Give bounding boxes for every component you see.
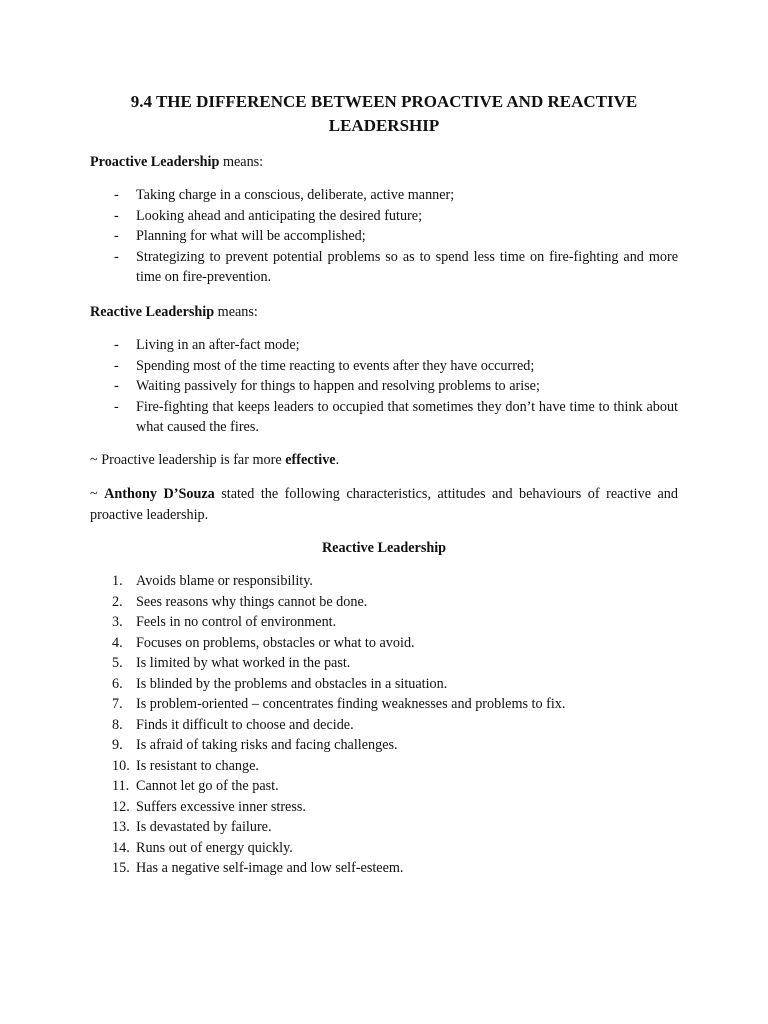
list-item [90,247,678,288]
item-text: Runs out of energy quickly. [136,839,293,856]
item-text: Has a negative self-image and low self-esteem. [136,860,404,876]
item-text: Is limited by what worked in the past. [136,655,351,671]
bullet-dash: - [114,207,119,224]
bullet-dash: - [114,248,119,265]
numbered-item [90,571,678,592]
item-text: Is problem-oriented – concentrates finding weaknesses and problems to fix. [136,696,566,712]
list-item-text: Spending most of the time reacting to events after they have occurred; [136,357,535,374]
numbered-item [90,715,678,736]
list-item [90,226,678,247]
dsouza-name: Anthony D’Souza [104,486,215,502]
list-item [90,397,678,438]
numbered-item [90,858,678,879]
item-text: Avoids blame or responsibility. [136,573,313,589]
list-item-text: Fire-fighting that keeps leaders to occupied that sometimes they don’t have time to think about what caused the fires. [136,398,678,435]
bullet-dash: - [114,187,119,203]
proactive-heading-rest: means: [219,154,264,170]
item-number: 3. [112,614,123,630]
numbered-item [90,674,678,695]
numbered-item [90,797,678,818]
list-item [90,206,678,227]
bullet-dash: - [114,378,119,394]
item-number: 2. [112,593,123,610]
list-item [90,376,678,397]
item-text: Finds it difficult to choose and decide. [136,716,354,733]
numbered-item [90,612,678,633]
list-item-text: Strategizing to prevent potential problems so as to spend less time on fire-fighting and more time on fire-prevention. [136,248,678,285]
item-text: Is resistant to change. [136,757,259,774]
item-number: 8. [112,716,123,733]
item-number: 5. [112,655,123,671]
reactive-means-list [90,335,678,438]
item-text: Is afraid of taking risks and facing challenges. [136,737,398,753]
item-text: Is devastated by failure. [136,819,272,835]
item-number: 12. [112,798,130,815]
numbered-item [90,756,678,777]
item-text: Suffers excessive inner stress. [136,798,306,815]
numbered-item [90,592,678,613]
conclusion-line [90,450,678,471]
conclusion-bold: effective [285,452,336,468]
numbered-item [90,735,678,756]
list-item-text: Living in an after-fact mode; [136,337,300,353]
proactive-list [90,185,678,288]
item-number: 15. [112,860,130,876]
reactive-heading [90,302,678,323]
reactive-characteristics-list [90,571,678,879]
numbered-item [90,653,678,674]
item-text: Feels in no control of environment. [136,614,337,630]
item-text: Cannot let go of the past. [136,778,279,794]
numbered-item [90,817,678,838]
numbered-item [90,838,678,859]
title-line-1: 9.4 THE DIFFERENCE BETWEEN PROACTIVE AND REACTIVE [130,92,638,111]
reactive-heading-rest: means: [214,304,258,320]
item-number: 14. [112,839,130,856]
item-number: 9. [112,737,123,753]
bullet-dash: - [114,398,119,415]
title-line-2: LEADERSHIP [328,116,440,135]
list-item-text: Looking ahead and anticipating the desired future; [136,207,423,224]
dsouza-text: stated the following characteristics, attitudes and behaviours of reactive and proactive leadership. [90,486,678,523]
list-item [90,185,678,206]
page-title [90,90,678,138]
item-number: 1. [112,573,123,589]
reactive-list-heading-text: Reactive Leadership [321,540,447,556]
item-number: 6. [112,675,123,692]
item-number: 11. [112,778,130,794]
list-item-text: Planning for what will be accomplished; [136,228,366,244]
bullet-dash: - [114,228,119,244]
dsouza-prefix: ~ [90,486,105,502]
reactive-list-heading [90,538,678,559]
reactive-heading-bold: Reactive Leadership [90,304,215,320]
item-number: 10. [112,757,130,774]
conclusion-suffix: . [335,452,340,468]
dsouza-paragraph [90,484,678,525]
list-item-text: Waiting passively for things to happen and resolving problems to arise; [136,378,540,394]
item-text: Is blinded by the problems and obstacles in a situation. [136,675,448,692]
bullet-dash: - [114,357,119,374]
numbered-item [90,776,678,797]
item-number: 13. [112,819,130,835]
numbered-item [90,694,678,715]
numbered-item [90,633,678,654]
list-item [90,356,678,377]
proactive-heading [90,152,678,173]
item-text: Sees reasons why things cannot be done. [136,593,368,610]
list-item-text: Taking charge in a conscious, deliberate, active manner; [136,187,455,203]
item-text: Focuses on problems, obstacles or what to avoid. [136,634,415,651]
conclusion-prefix: ~ Proactive leadership is far more [90,452,286,468]
bullet-dash: - [114,337,119,353]
list-item [90,335,678,356]
proactive-heading-bold: Proactive Leadership [90,154,220,170]
item-number: 4. [112,634,123,651]
item-number: 7. [112,696,123,712]
